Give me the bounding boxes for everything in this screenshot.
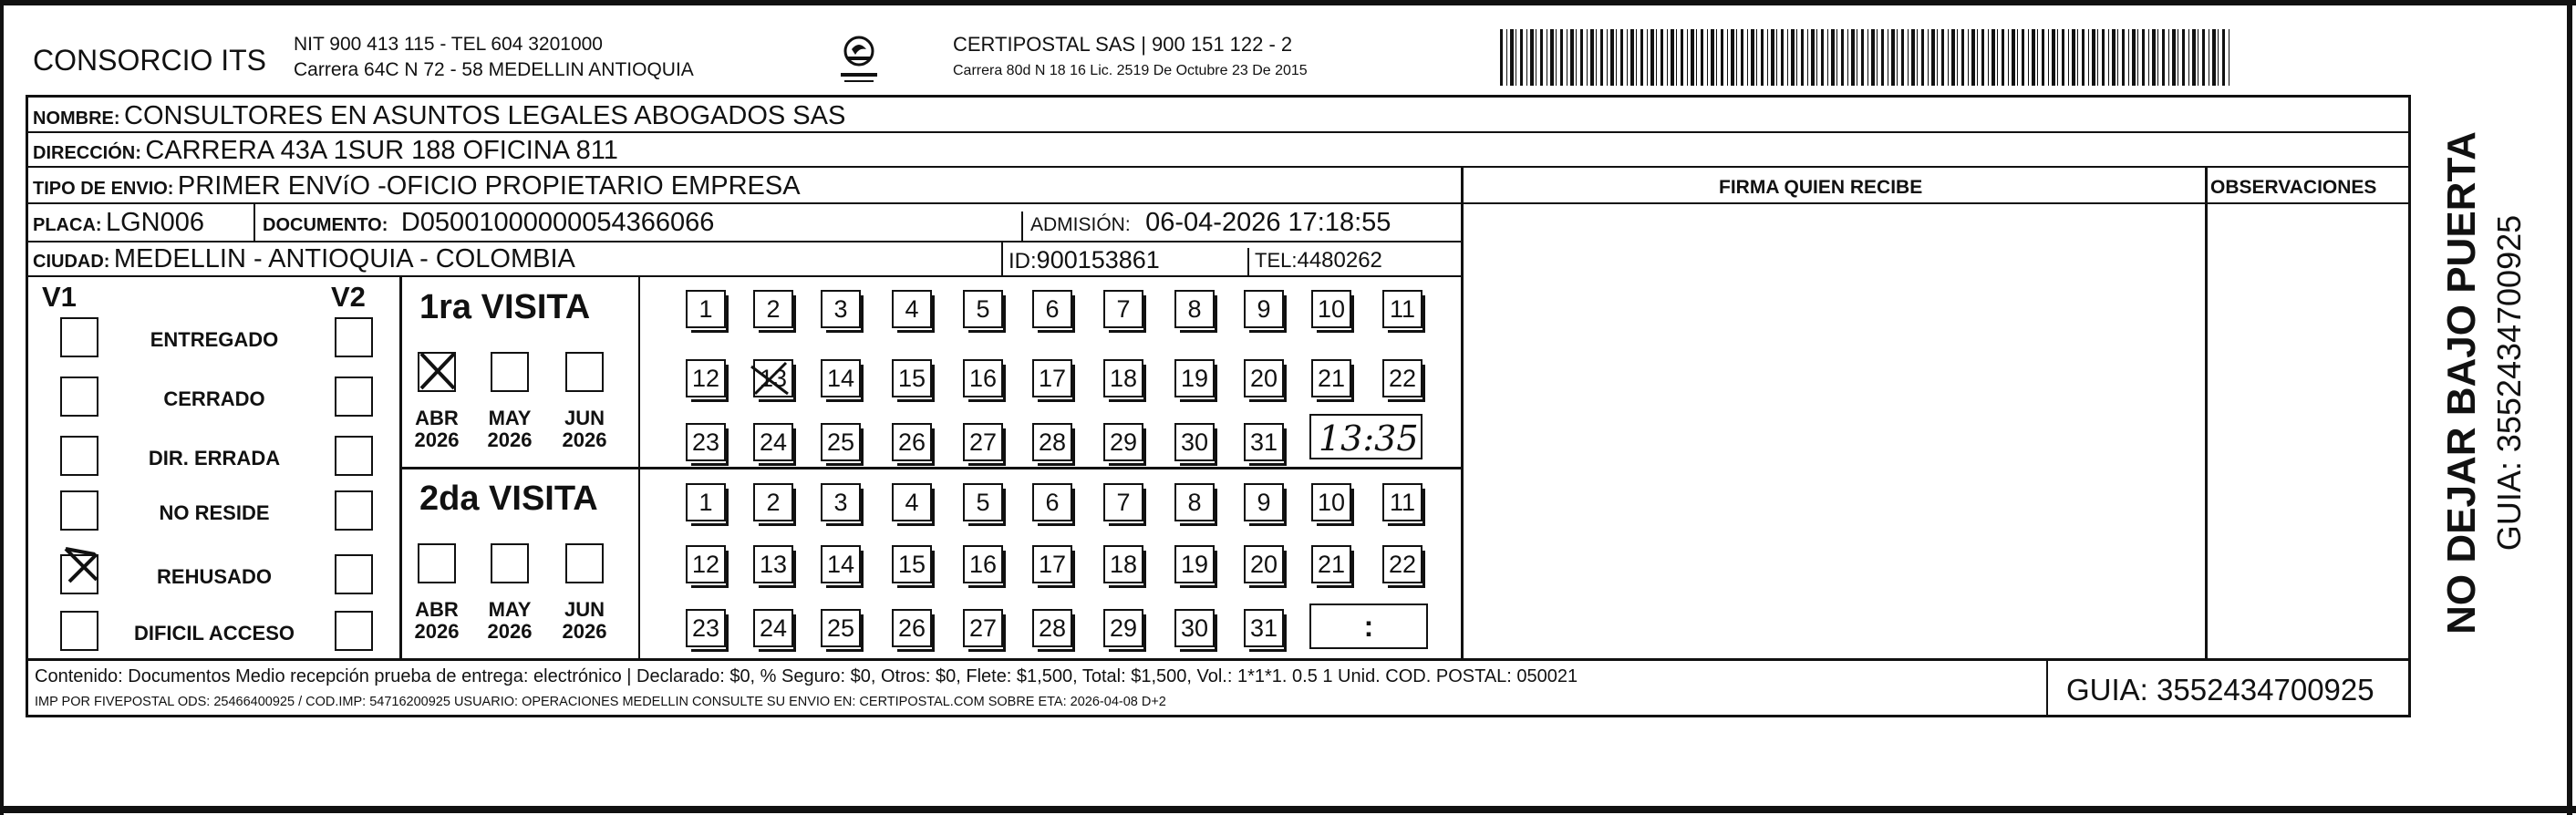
status-no-reside-v2-checkbox[interactable] bbox=[335, 490, 373, 531]
visit2-day-1-box[interactable]: 1 bbox=[686, 483, 726, 521]
visit1-year-1-label: 2026 bbox=[414, 428, 460, 451]
visit2-day-25-box[interactable]: 25 bbox=[821, 609, 861, 647]
visit1-day-17-box[interactable]: 17 bbox=[1032, 359, 1072, 397]
footer-divider bbox=[2046, 658, 2048, 715]
visit2-month-abr-checkbox[interactable] bbox=[418, 543, 456, 583]
visit2-day-24-box[interactable]: 24 bbox=[753, 609, 793, 647]
nombre-label: NOMBRE: bbox=[33, 108, 120, 129]
status-cerrado-label: CERRADO bbox=[163, 387, 265, 410]
row-line-2 bbox=[26, 166, 2409, 168]
footer-meta: IMP POR FIVEPOSTAL ODS: 25466400925 / COD.IMP: 54716200925 USUARIO: OPERACIONES MEDELLIN CONSULTE SU ENVIO EN: CERTIPOSTAL.COM SOBRE ETA: 2026-04-08 D+2 bbox=[35, 695, 1166, 709]
tipo-label: TIPO DE ENVIO: bbox=[33, 179, 174, 199]
visit2-day-7-box[interactable]: 7 bbox=[1103, 483, 1143, 521]
visit2-month-jun-label: JUN bbox=[564, 598, 605, 621]
visit1-day-10-box[interactable]: 10 bbox=[1311, 290, 1351, 328]
visit1-day-12-box[interactable]: 12 bbox=[686, 359, 726, 397]
status-rehusado-v1-checkbox[interactable] bbox=[60, 554, 98, 594]
visit2-day-20-box[interactable]: 20 bbox=[1244, 545, 1284, 583]
footer-guia: GUIA: 3552434700925 bbox=[2066, 673, 2374, 707]
visit2-year-3-label: 2026 bbox=[562, 620, 607, 643]
col-line-observaciones bbox=[2205, 166, 2208, 660]
company-address: Carrera 64C N 72 - 58 MEDELLIN ANTIOQUIA bbox=[294, 59, 694, 80]
visit2-day-5-box[interactable]: 5 bbox=[963, 483, 1003, 521]
visit2-day-28-box[interactable]: 28 bbox=[1032, 609, 1072, 647]
status-dificil-acceso-label: DIFICIL ACCESO bbox=[133, 622, 295, 645]
visit1-day-30-box[interactable]: 30 bbox=[1174, 423, 1215, 461]
frame-right bbox=[2567, 0, 2572, 815]
visit1-day-7-box[interactable]: 7 bbox=[1103, 290, 1143, 328]
admision-value: 06-04-2026 17:18:55 bbox=[1145, 208, 1391, 237]
status-dificil-acceso-v1-checkbox[interactable] bbox=[60, 611, 98, 651]
visit1-month-abr-checkbox[interactable] bbox=[418, 352, 456, 392]
tel-label: TEL: bbox=[1255, 249, 1298, 272]
ciudad-field bbox=[33, 246, 575, 273]
visit2-day-12-box[interactable]: 12 bbox=[686, 545, 726, 583]
admision-field bbox=[1030, 210, 1391, 236]
row-line-3 bbox=[26, 202, 2409, 204]
table-top-line bbox=[26, 95, 2409, 98]
visit1-day-16-box[interactable]: 16 bbox=[963, 359, 1003, 397]
tel-field bbox=[1255, 250, 1382, 272]
status-entregado-v1-checkbox[interactable] bbox=[60, 317, 98, 357]
visit2-month-may-label: MAY bbox=[488, 598, 532, 621]
visit2-day-26-box[interactable]: 26 bbox=[892, 609, 932, 647]
status-cerrado-v1-checkbox[interactable] bbox=[60, 377, 98, 417]
documento-label: DOCUMENTO: bbox=[263, 215, 388, 235]
visit1-month-jun-label: JUN bbox=[564, 407, 605, 429]
id-value: 900153861 bbox=[1036, 246, 1160, 273]
visit1-month-may-label: MAY bbox=[488, 407, 532, 429]
visit1-day-28-box[interactable]: 28 bbox=[1032, 423, 1072, 461]
col-line-firma bbox=[1461, 166, 1464, 660]
visit1-day-6-box[interactable]: 6 bbox=[1032, 290, 1072, 328]
row-line-5 bbox=[26, 275, 1463, 277]
visit2-day-16-box[interactable]: 16 bbox=[963, 545, 1003, 583]
visit2-day-10-box[interactable]: 10 bbox=[1311, 483, 1351, 521]
tel-value: 4480262 bbox=[1297, 248, 1382, 273]
visit2-year-2-label: 2026 bbox=[487, 620, 533, 643]
side-warning: NO DEJAR BAJO PUERTA bbox=[2439, 131, 2484, 634]
visit2-month-may-checkbox[interactable] bbox=[491, 543, 529, 583]
visit1-day-9-box[interactable]: 9 bbox=[1244, 290, 1284, 328]
status-cerrado-v2-checkbox[interactable] bbox=[335, 377, 373, 417]
ciudad-value: MEDELLIN - ANTIOQUIA - COLOMBIA bbox=[113, 244, 575, 273]
visit2-day-13-box[interactable]: 13 bbox=[753, 545, 793, 583]
visit2-day-15-box[interactable]: 15 bbox=[892, 545, 932, 583]
status-rehusado-v2-checkbox[interactable] bbox=[335, 554, 373, 594]
row-line-footer bbox=[26, 658, 2409, 661]
admision-label: ADMISIÓN: bbox=[1030, 214, 1131, 235]
direccion-label: DIRECCIÓN: bbox=[33, 143, 141, 163]
visit1-day-21-box[interactable]: 21 bbox=[1311, 359, 1351, 397]
visit1-day-22-box[interactable]: 22 bbox=[1382, 359, 1422, 397]
observaciones-header: OBSERVACIONES bbox=[2210, 177, 2377, 198]
visit1-day-19-box[interactable]: 19 bbox=[1174, 359, 1215, 397]
visit1-day-8-box[interactable]: 8 bbox=[1174, 290, 1215, 328]
visit1-day-13-box[interactable]: 13 bbox=[753, 359, 793, 397]
visit1-day-23-box[interactable]: 23 bbox=[686, 423, 726, 461]
visit2-day-6-box[interactable]: 6 bbox=[1032, 483, 1072, 521]
tel-divider bbox=[1247, 248, 1249, 275]
id-divider bbox=[1001, 241, 1003, 275]
visit1-day-11-box[interactable]: 11 bbox=[1382, 290, 1422, 328]
frame-left bbox=[0, 0, 4, 815]
documento-value: D05001000000054366066 bbox=[400, 208, 715, 237]
direccion-row bbox=[33, 138, 618, 164]
visit2-day-11-box[interactable]: 11 bbox=[1382, 483, 1422, 521]
visit1-day-4-box[interactable]: 4 bbox=[892, 290, 932, 328]
visit1-year-3-label: 2026 bbox=[562, 428, 607, 451]
visit2-day-18-box[interactable]: 18 bbox=[1103, 545, 1143, 583]
placa-field bbox=[33, 210, 204, 236]
v1-label: V1 bbox=[42, 281, 77, 313]
ciudad-label: CIUDAD: bbox=[33, 252, 110, 272]
visit1-month-may-checkbox[interactable] bbox=[491, 352, 529, 392]
visit2-day-2-box[interactable]: 2 bbox=[753, 483, 793, 521]
first-visit-time-box bbox=[1309, 414, 1422, 459]
visit1-day-26-box[interactable]: 26 bbox=[892, 423, 932, 461]
visit2-day-4-box[interactable]: 4 bbox=[892, 483, 932, 521]
visit1-day-31-box[interactable]: 31 bbox=[1244, 423, 1284, 461]
visit1-day-15-box[interactable]: 15 bbox=[892, 359, 932, 397]
courier-name: CERTIPOSTAL SAS | 900 151 122 - 2 bbox=[953, 33, 1293, 56]
footer-content: Contenido: Documentos Medio recepción prueba de entrega: electrónico | Declarado: $0, % Seguro: $0, Otros: $0, Flete: $1,500, Total: $1,500, Vol.: 1*1*1. 0.5 1 Unid. COD. POSTAL: 050021 bbox=[35, 666, 1578, 686]
status-dir-errada-v2-checkbox[interactable] bbox=[335, 436, 373, 476]
row-line-1 bbox=[26, 131, 2409, 133]
visit1-day-14-box[interactable]: 14 bbox=[821, 359, 861, 397]
visit2-month-jun-checkbox[interactable] bbox=[565, 543, 604, 583]
second-visit-time: : bbox=[1363, 610, 1374, 643]
visit1-month-jun-checkbox[interactable] bbox=[565, 352, 604, 392]
frame-bottom bbox=[0, 806, 2576, 813]
barcode bbox=[1500, 29, 2229, 86]
visit1-day-18-box[interactable]: 18 bbox=[1103, 359, 1143, 397]
visit-divider bbox=[399, 467, 1463, 469]
table-left-line bbox=[26, 95, 28, 717]
visit-col-divider bbox=[638, 275, 640, 658]
second-visit-time-box bbox=[1309, 604, 1428, 649]
visit1-day-29-box[interactable]: 29 bbox=[1103, 423, 1143, 461]
tipo-row bbox=[33, 173, 801, 200]
table-bottom-line bbox=[26, 715, 2411, 717]
placa-divider bbox=[253, 202, 255, 241]
visit1-day-3-box[interactable]: 3 bbox=[821, 290, 861, 328]
visit2-day-30-box[interactable]: 30 bbox=[1174, 609, 1215, 647]
first-visit-time: 13:35 bbox=[1319, 418, 1419, 459]
status-rehusado-label: REHUSADO bbox=[157, 565, 272, 588]
courier-address: Carrera 80d N 18 16 Lic. 2519 De Octubre 23 De 2015 bbox=[953, 63, 1308, 78]
first-visit-title: 1ra VISITA bbox=[419, 288, 591, 326]
visit1-day-24-box[interactable]: 24 bbox=[753, 423, 793, 461]
frame-top bbox=[0, 0, 2576, 5]
row-line-4 bbox=[26, 241, 1463, 242]
visit1-day-25-box[interactable]: 25 bbox=[821, 423, 861, 461]
visit2-month-abr-label: ABR bbox=[415, 598, 459, 621]
firma-header: FIRMA QUIEN RECIBE bbox=[1719, 177, 1923, 198]
visit1-month-abr-label: ABR bbox=[415, 407, 459, 429]
placa-label: PLACA: bbox=[33, 215, 102, 235]
visit2-day-29-box[interactable]: 29 bbox=[1103, 609, 1143, 647]
table-right-line bbox=[2408, 95, 2411, 717]
direccion-value: CARRERA 43A 1SUR 188 OFICINA 811 bbox=[145, 136, 618, 165]
status-no-reside-label: NO RESIDE bbox=[159, 501, 270, 524]
visit1-day-5-box[interactable]: 5 bbox=[963, 290, 1003, 328]
status-dir-errada-v1-checkbox[interactable] bbox=[60, 436, 98, 476]
id-field bbox=[1009, 248, 1160, 273]
tipo-value: PRIMER ENVíO -OFICIO PROPIETARIO EMPRESA bbox=[177, 171, 801, 201]
visit2-day-19-box[interactable]: 19 bbox=[1174, 545, 1215, 583]
visit2-day-31-box[interactable]: 31 bbox=[1244, 609, 1284, 647]
nombre-value: CONSULTORES EN ASUNTOS LEGALES ABOGADOS SAS bbox=[124, 101, 846, 130]
status-entregado-label: ENTREGADO bbox=[150, 328, 279, 351]
side-guia: GUIA: 3552434700925 bbox=[2490, 214, 2528, 552]
visit2-day-3-box[interactable]: 3 bbox=[821, 483, 861, 521]
status-dir-errada-label: DIR. ERRADA bbox=[148, 447, 281, 469]
visit2-day-23-box[interactable]: 23 bbox=[686, 609, 726, 647]
visit1-year-2-label: 2026 bbox=[487, 428, 533, 451]
visit2-day-9-box[interactable]: 9 bbox=[1244, 483, 1284, 521]
id-label: ID: bbox=[1009, 249, 1037, 273]
visit2-day-22-box[interactable]: 22 bbox=[1382, 545, 1422, 583]
company-nit: NIT 900 413 115 - TEL 604 3201000 bbox=[294, 34, 603, 55]
status-entregado-v2-checkbox[interactable] bbox=[335, 317, 373, 357]
v2-label: V2 bbox=[331, 281, 366, 313]
admision-divider bbox=[1021, 211, 1023, 241]
visit1-day-1-box[interactable]: 1 bbox=[686, 290, 726, 328]
certipostal-logo bbox=[839, 33, 879, 86]
visit2-day-27-box[interactable]: 27 bbox=[963, 609, 1003, 647]
visit1-day-27-box[interactable]: 27 bbox=[963, 423, 1003, 461]
visit2-year-1-label: 2026 bbox=[414, 620, 460, 643]
status-no-reside-v1-checkbox[interactable] bbox=[60, 490, 98, 531]
nombre-row bbox=[33, 103, 845, 129]
company-name: CONSORCIO ITS bbox=[33, 44, 267, 77]
visit1-day-2-box[interactable]: 2 bbox=[753, 290, 793, 328]
visit2-day-14-box[interactable]: 14 bbox=[821, 545, 861, 583]
visit1-day-20-box[interactable]: 20 bbox=[1244, 359, 1284, 397]
visit2-day-17-box[interactable]: 17 bbox=[1032, 545, 1072, 583]
documento-field bbox=[263, 210, 714, 236]
second-visit-title: 2da VISITA bbox=[419, 480, 598, 518]
status-dificil-acceso-v2-checkbox[interactable] bbox=[335, 611, 373, 651]
visit2-day-8-box[interactable]: 8 bbox=[1174, 483, 1215, 521]
visit2-day-21-box[interactable]: 21 bbox=[1311, 545, 1351, 583]
placa-value: LGN006 bbox=[106, 208, 205, 237]
